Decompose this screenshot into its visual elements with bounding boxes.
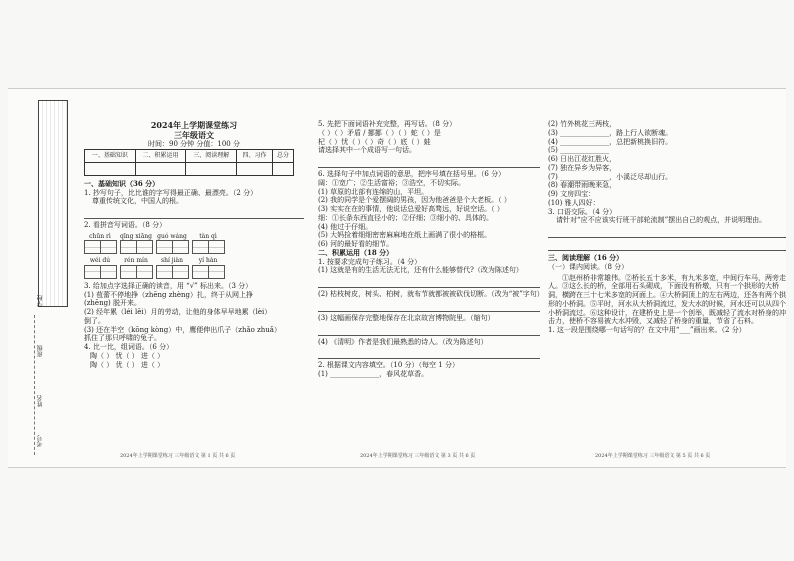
question-3: 3. 给加点字选择正确的读音，用 “√” 标出来。（3 分）: [84, 281, 253, 290]
pinyin: qīng xiāng: [120, 232, 152, 240]
score-table: [84, 149, 294, 176]
question-6-row: (4) 他过于仔细。: [318, 222, 373, 231]
score-cell[interactable]: [135, 162, 186, 175]
page-footer: 2024年上学期课堂练习 三年级语文 第 1 页 共 6 页: [120, 453, 236, 459]
barcode-box: [38, 100, 68, 307]
question-3-line: 倒了。: [84, 316, 105, 325]
question-3-text: 请针对“应不应该实行班干部轮流制”摆出自己的观点，并说明理由。: [556, 216, 767, 225]
answer-line[interactable]: [318, 157, 540, 168]
question-5-row: 杞（ ）忧（ ）（ ）奇（ ）底（ ）蛙: [318, 137, 431, 146]
poem-line: (8) 春潮带雨晚来急，: [548, 181, 617, 190]
pinyin: wéi dú: [89, 257, 111, 265]
pinyin: guó wáng: [157, 232, 187, 240]
question-4-row: 陶（ ） 忧（ ） 进（ ）: [90, 351, 165, 360]
pinyin-row-2: [84, 257, 304, 265]
column-3: [548, 120, 786, 335]
reading-question-1: 1. 这一段是围绕哪一句话写的？在文中用“___”画出来。（2 分）: [548, 326, 746, 334]
question-2: 2. 看拼音写词语。（8 分）: [84, 221, 167, 229]
poem-line: (9) 文房四宝：: [548, 190, 596, 198]
question-6-row: 阔：①宽广；②生活富裕；③浩空，不切实际。: [318, 178, 465, 187]
poem-line: (10) 雅人四好：: [548, 198, 600, 207]
page-footer: 2024年上学期课堂练习 三年级语文 第 5 页 共 6 页: [595, 453, 711, 459]
poem-line: (2) 竹外桃花三两枝，: [548, 120, 617, 128]
poem-line: (3) ______________，路上行人欲断魂。: [548, 128, 673, 137]
question-4: 4. 比一比，组词语。（6 分）: [84, 343, 174, 351]
poem-line: (7) ______________，小溪泛尽却山行。: [548, 172, 673, 181]
question-6-row: (6) 河的最好看的细节。: [318, 240, 394, 248]
score-header: 二、积累运用: [135, 149, 186, 162]
question-6-row: (1) 草原的北部有连绵的山，平坦。: [318, 187, 429, 196]
question-1-text: 尊重传统文化，中国人的根。: [92, 197, 183, 206]
section-3-heading: 三、阅读理解（16 分）: [548, 253, 624, 262]
section-1-heading: 一、基础知识（36 分）: [84, 178, 160, 188]
score-cell[interactable]: [272, 162, 293, 175]
pinyin: tàn qì: [199, 232, 217, 240]
pinyin-row-1: [84, 233, 304, 241]
poem-line: (4) ______________，总把新桃换旧符。: [548, 137, 673, 146]
section-2-question-2: 2. 根据课文内容填空。（10 分）（每空 1 分）: [318, 361, 459, 370]
writing-grid[interactable]: [156, 265, 188, 279]
question-3-line: 抓住了那只呼啸的兔子。: [84, 334, 161, 343]
binding-strip: [8, 95, 70, 465]
question-5: 5. 先把下面词语补充完整，再写话。（8 分）: [318, 120, 457, 128]
question-6-row: (3) 实实在在的事情，他说话总爱好高骛远，好说空话。（ ）: [318, 205, 504, 213]
poem-line: (6) 日出江花红胜火，: [548, 155, 617, 163]
section-2-heading: 二、积累运用（18 分）: [318, 247, 394, 257]
writing-grid[interactable]: [84, 265, 116, 279]
writing-grid[interactable]: [84, 240, 116, 254]
question-1: 1. 抄写句子，比比谁的字写得最正确、最漂亮。（2 分）: [84, 188, 258, 197]
poem-line: (5) ______________: [548, 146, 610, 155]
exam-meta: 时间：90 分钟 分值：100 分: [148, 140, 240, 148]
question-3-line: (1) 苞蕾不停地挣（zhēng zhèng）扎，终于从网上挣: [84, 290, 254, 299]
answer-line[interactable]: [318, 301, 540, 312]
pinyin: shí jiàn: [161, 257, 183, 265]
score-cell[interactable]: [186, 162, 237, 175]
writing-grid-row-2: [84, 265, 304, 279]
exam-subject: 三年级语文: [174, 130, 214, 140]
answer-line[interactable]: [318, 348, 540, 359]
question-5-row: 请选择其中一个成语写一句话。: [318, 146, 416, 155]
section-2-question-1: 1. 按要求完成句子练习。（4 分）: [318, 257, 422, 266]
writing-grid[interactable]: [192, 265, 224, 279]
question-6-row: (2) 我的同学是个爱摆阔的男孩，因为他爸爸是个大老板。（ ）: [318, 196, 511, 205]
question-4-row: 陶（ ） 优（ ） 进（ ）: [90, 360, 165, 369]
binding-label-school: 学校: [37, 295, 44, 307]
column-2: [318, 120, 544, 379]
question-5-row: （ ）（ ）矛盾 / 挪挪（ ）（ ）蛇（ ）是: [318, 128, 441, 137]
reading-passage: [548, 274, 786, 327]
pinyin: chūn rì: [89, 232, 111, 240]
pinyin: yí hàn: [198, 257, 218, 265]
section-2-line: (1) 这就是有的生活无法无比，还有什么能够替代?（改为陈述句）: [318, 266, 523, 275]
column-1: [84, 120, 304, 369]
binding-dashed-line: [34, 315, 35, 455]
answer-line[interactable]: [318, 277, 540, 288]
page-footer: 2024年上学期课堂练习 三年级语文 第 3 页 共 6 页: [360, 453, 476, 459]
answer-line[interactable]: [318, 325, 540, 336]
section-2-line: (3) 这幅画保存完整地保存在北京故宫博物院里。（缩句）: [318, 313, 495, 322]
score-cell[interactable]: [85, 162, 136, 175]
question-3-line: (2) 经年累（léi lěi）月的劳动，让他的身体早早地累（lèi）: [84, 308, 272, 316]
question-6-row: 细：①长条东西直径小的；②仔细；③细小的、具体的。: [318, 213, 493, 222]
exam-title: 2024年上学期课堂练习: [150, 120, 238, 130]
binding-label-class: 班级: [37, 345, 44, 357]
binding-label-number: 考号: [37, 435, 44, 447]
section-2-line: (1) ______________，春风花草香。: [318, 370, 429, 378]
question-3-line: (zhēng) 脱开来。: [84, 299, 142, 308]
writing-grid[interactable]: [120, 265, 152, 279]
answer-line[interactable]: [84, 208, 304, 219]
score-header: 四、习作: [237, 149, 273, 162]
writing-grid-row-1: [84, 240, 304, 254]
writing-grid[interactable]: [120, 240, 152, 254]
writing-grid[interactable]: [156, 240, 188, 254]
pinyin: rén mín: [124, 257, 148, 265]
question-6: 6. 选择句子中加点词语的意思，把序号填在括号里。（6 分）: [318, 170, 506, 178]
answer-line[interactable]: [548, 240, 786, 251]
score-header: 三、阅读理解: [186, 149, 237, 162]
score-cell[interactable]: [237, 162, 273, 175]
section-2-line: (2) 枯枝树皮，树头、柏树，就布节就都被被砍伐切断。（改为“被”字句）: [318, 290, 544, 298]
answer-line[interactable]: [548, 227, 786, 238]
score-header: 总分: [272, 149, 293, 162]
reading-part-1: （一）课内阅读。（8 分）: [548, 262, 629, 271]
question-3-line: (3) 还在半空（kōng kòng）中，鹰便伸出爪子（zhǎo zhuǎ）: [84, 325, 281, 334]
section-2-line: (4) 《清明》作者是我们最熟悉的诗人。（改为陈述句）: [318, 337, 488, 346]
writing-grid[interactable]: [192, 240, 224, 254]
binding-label-name: 姓名: [37, 395, 44, 407]
question-6-row: (5) 大妈捡着细细密密麻麻地在纸上画满了很小的格框。: [318, 231, 492, 240]
score-header: 一、基础知识: [85, 149, 136, 162]
passage-text: ①赵州桥非常雄伟。②桥长五十多米，有九米多宽，中间行车马，两旁走人。③这么长的桥，全部用石头砌成，下面没有桥墩，只有一个拱形的大桥洞，横跨在三十七米多宽的河面上。④大桥洞顶上的左右两边，还各有两个拱形的小桥洞。⑤平时，河水从大桥洞流过，发大水的时候，河水还可以从四个小桥洞流过。⑥这种设计，在建桥史上是一个创举，既减轻了流水对桥身的冲击力，使桥不容易被大水冲毁，又减轻了桥身的重量，节省了石料。: [548, 273, 786, 326]
poem-line: (7) 独在异乡为异客，: [548, 163, 617, 172]
question-3: 3. 口语交际。（4 分）: [548, 207, 617, 216]
